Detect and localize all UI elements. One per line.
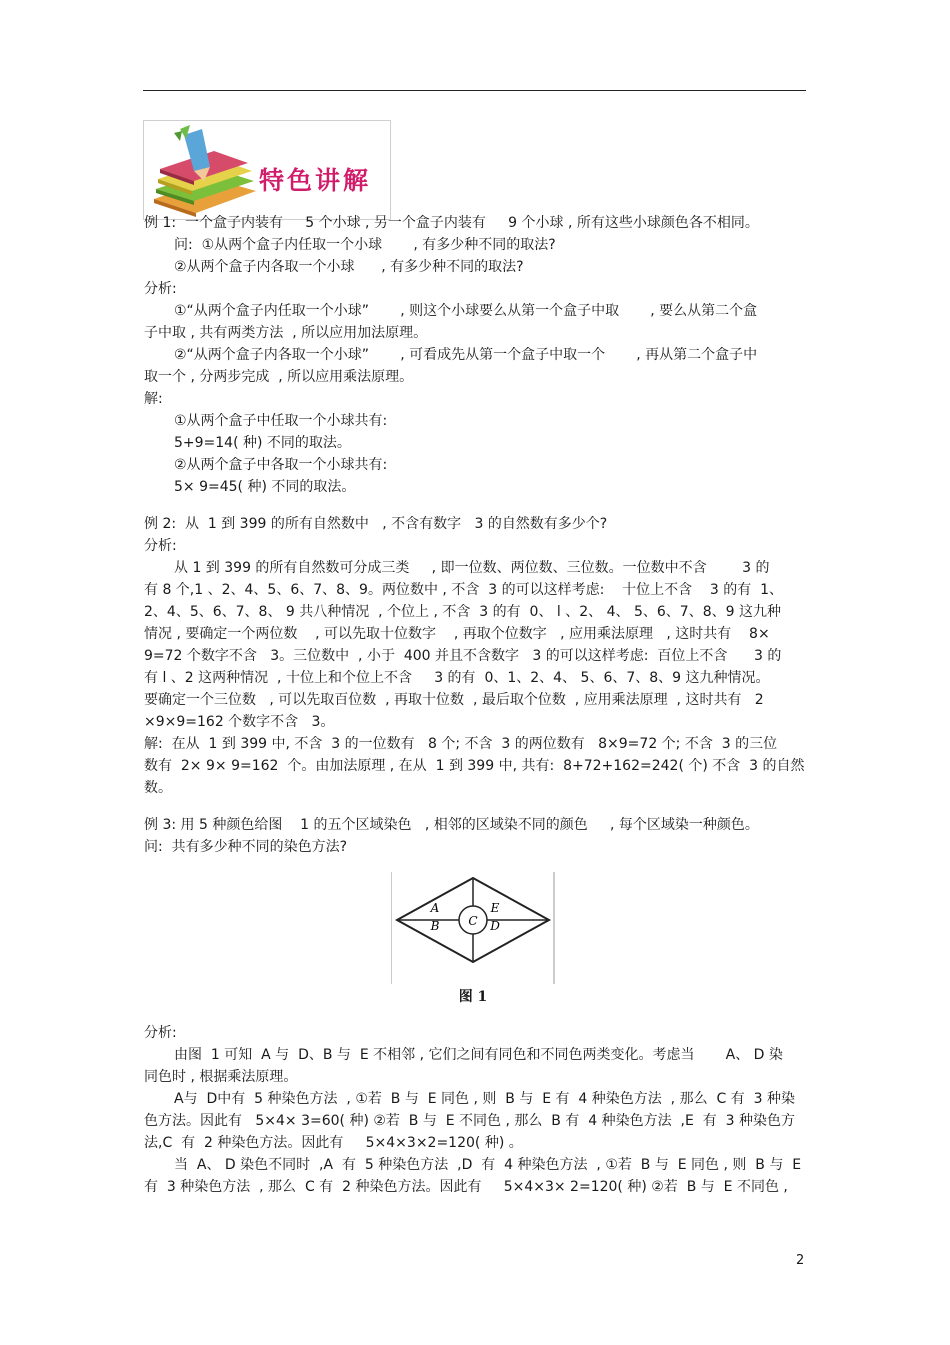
text-line: 例 3: 用 5 种颜色给图 1 的五个区域染色 , 相邻的区域染不同的颜色 , 每个区域染一种颜色。 — [144, 817, 759, 833]
text-line: 5× 9=45( 种) 不同的取法。 — [174, 479, 356, 495]
text-line: 色方法。因此有 5×4× 3=60( 种) ②若 B 与 E 不同色 , 那么 B 有 4 种染色方法 ,E 有 3 种染色方 — [144, 1113, 795, 1129]
text-line: 解: — [144, 391, 163, 407]
text-line: 问: ①从两个盒子内任取一个小球 , 有多少种不同的取法? — [174, 237, 556, 253]
text-line: 分析: — [144, 538, 177, 554]
text-line: 分析: — [144, 281, 177, 297]
text-line: 子中取 , 共有两类方法 , 所以应用加法原理。 — [144, 325, 428, 341]
document-body — [144, 212, 812, 1198]
text-line: 有 3 种染色方法 , 那么 C 有 2 种染色方法。因此有 5×4×3× 2=120( 种) ②若 B 与 E 不同色 , — [144, 1179, 788, 1195]
text-line: 数有 2× 9× 9=162 个。由加法原理 , 在从 1 到 399 中, 共有: 8+72+162=242( 个) 不含 3 的自然 — [144, 758, 805, 774]
text-line: 例 1: 一个盒子内装有 5 个小球 , 另一个盒子内装有 9 个小球 , 所有这些小球颜色各不相同。 — [144, 215, 759, 231]
feature-banner — [143, 120, 391, 220]
banner-title: 特色讲解 — [259, 166, 372, 195]
rhombus-diagram — [391, 872, 555, 984]
text-line: ①“从两个盒子内任取一个小球” , 则这个小球要么从第一个盒子中取 , 要么从第二个盒 — [174, 303, 758, 319]
text-line: 分析: — [144, 1025, 177, 1041]
text-line: ×9×9=162 个数字不含 3。 — [144, 714, 335, 730]
text-line: ①从两个盒子中任取一个小球共有: — [174, 413, 388, 429]
text-line: 9=72 个数字不含 3。三位数中 , 小于 400 并且不含数字 3 的可以这样考虑: 百位上不含 3 的 — [144, 648, 782, 664]
region-label: E — [490, 901, 500, 915]
text-line: ②从两个盒子中各取一个小球共有: — [174, 457, 388, 473]
region-label: A — [430, 901, 440, 915]
text-line: 要确定一个三位数 , 可以先取百位数 , 再取十位数 , 最后取个位数 , 应用乘法原理 , 这时共有 2 — [144, 692, 764, 708]
paragraph-gap — [144, 498, 812, 513]
text-line: 5+9=14( 种) 不同的取法。 — [174, 435, 351, 451]
text-line: 有 l 、2 这两种情况 , 十位上和个位上不含 3 的有 0、1、2、4、 5、6、7、8、9 这九种情况。 — [144, 670, 770, 686]
books-pencil-icon — [144, 121, 264, 219]
header-rule — [143, 90, 806, 91]
text-line: 由图 1 可知 A 与 D、B 与 E 不相邻 , 它们之间有同色和不同色两类变化。考虑当 A、 D 染 — [174, 1047, 783, 1063]
text-line: ②从两个盒子内各取一个小球 , 有多少种不同的取法? — [174, 259, 524, 275]
text-line: 取一个 , 分两步完成 , 所以应用乘法原理。 — [144, 369, 414, 385]
text-line: 情况 , 要确定一个两位数 , 可以先取十位数字 , 再取个位数字 , 应用乘法原理 , 这时共有 8× — [144, 626, 770, 642]
page-number: 2 — [796, 1253, 805, 1268]
text-line: 有 8 个,1 、2、4、5、6、7、8、9。两位数中 , 不含 3 的可以这样考虑: 十位上不含 3 的有 1、 — [144, 582, 784, 598]
region-label: B — [430, 919, 440, 933]
figure-caption: 图 1 — [458, 989, 488, 1005]
text-line: 法,C 有 2 种染色方法。因此有 5×4×3×2=120( 种) 。 — [144, 1135, 523, 1151]
text-line: 当 A、 D 染色不同时 ,A 有 5 种染色方法 ,D 有 4 种染色方法 , ①若 B 与 E 同色 , 则 B 与 E — [174, 1157, 802, 1173]
region-label: C — [468, 914, 478, 928]
text-line: ②“从两个盒子内各取一个小球” , 可看成先从第一个盒子中取一个 , 再从第二个盒子中 — [174, 347, 758, 363]
region-label: D — [490, 919, 500, 933]
text-line: 从 1 到 399 的所有自然数可分成三类 , 即一位数、两位数、三位数。一位数中不含 3 的 — [174, 560, 770, 576]
text-line: 2、4、5、6、7、8、 9 共八种情况 , 个位上 , 不含 3 的有 0、 l 、2、 4、 5、6、7、8、9 这九种 — [144, 604, 781, 620]
text-line: 数。 — [144, 780, 172, 796]
text-line: 问: 共有多少种不同的染色方法? — [144, 839, 348, 855]
text-line: A与 D中有 5 种染色方法 , ①若 B 与 E 同色 , 则 B 与 E 有 4 种染色方法 , 那么 C 有 3 种染 — [174, 1091, 795, 1107]
figure-1 — [391, 872, 555, 1008]
text-line: 解: 在从 1 到 399 中, 不含 3 的一位数有 8 个; 不含 3 的两位数有 8×9=72 个; 不含 3 的三位 — [144, 736, 778, 752]
paragraph-gap — [144, 799, 812, 814]
text-line: 例 2: 从 1 到 399 的所有自然数中 , 不含有数字 3 的自然数有多少个? — [144, 516, 608, 532]
text-line: 同色时 , 根据乘法原理。 — [144, 1069, 298, 1085]
